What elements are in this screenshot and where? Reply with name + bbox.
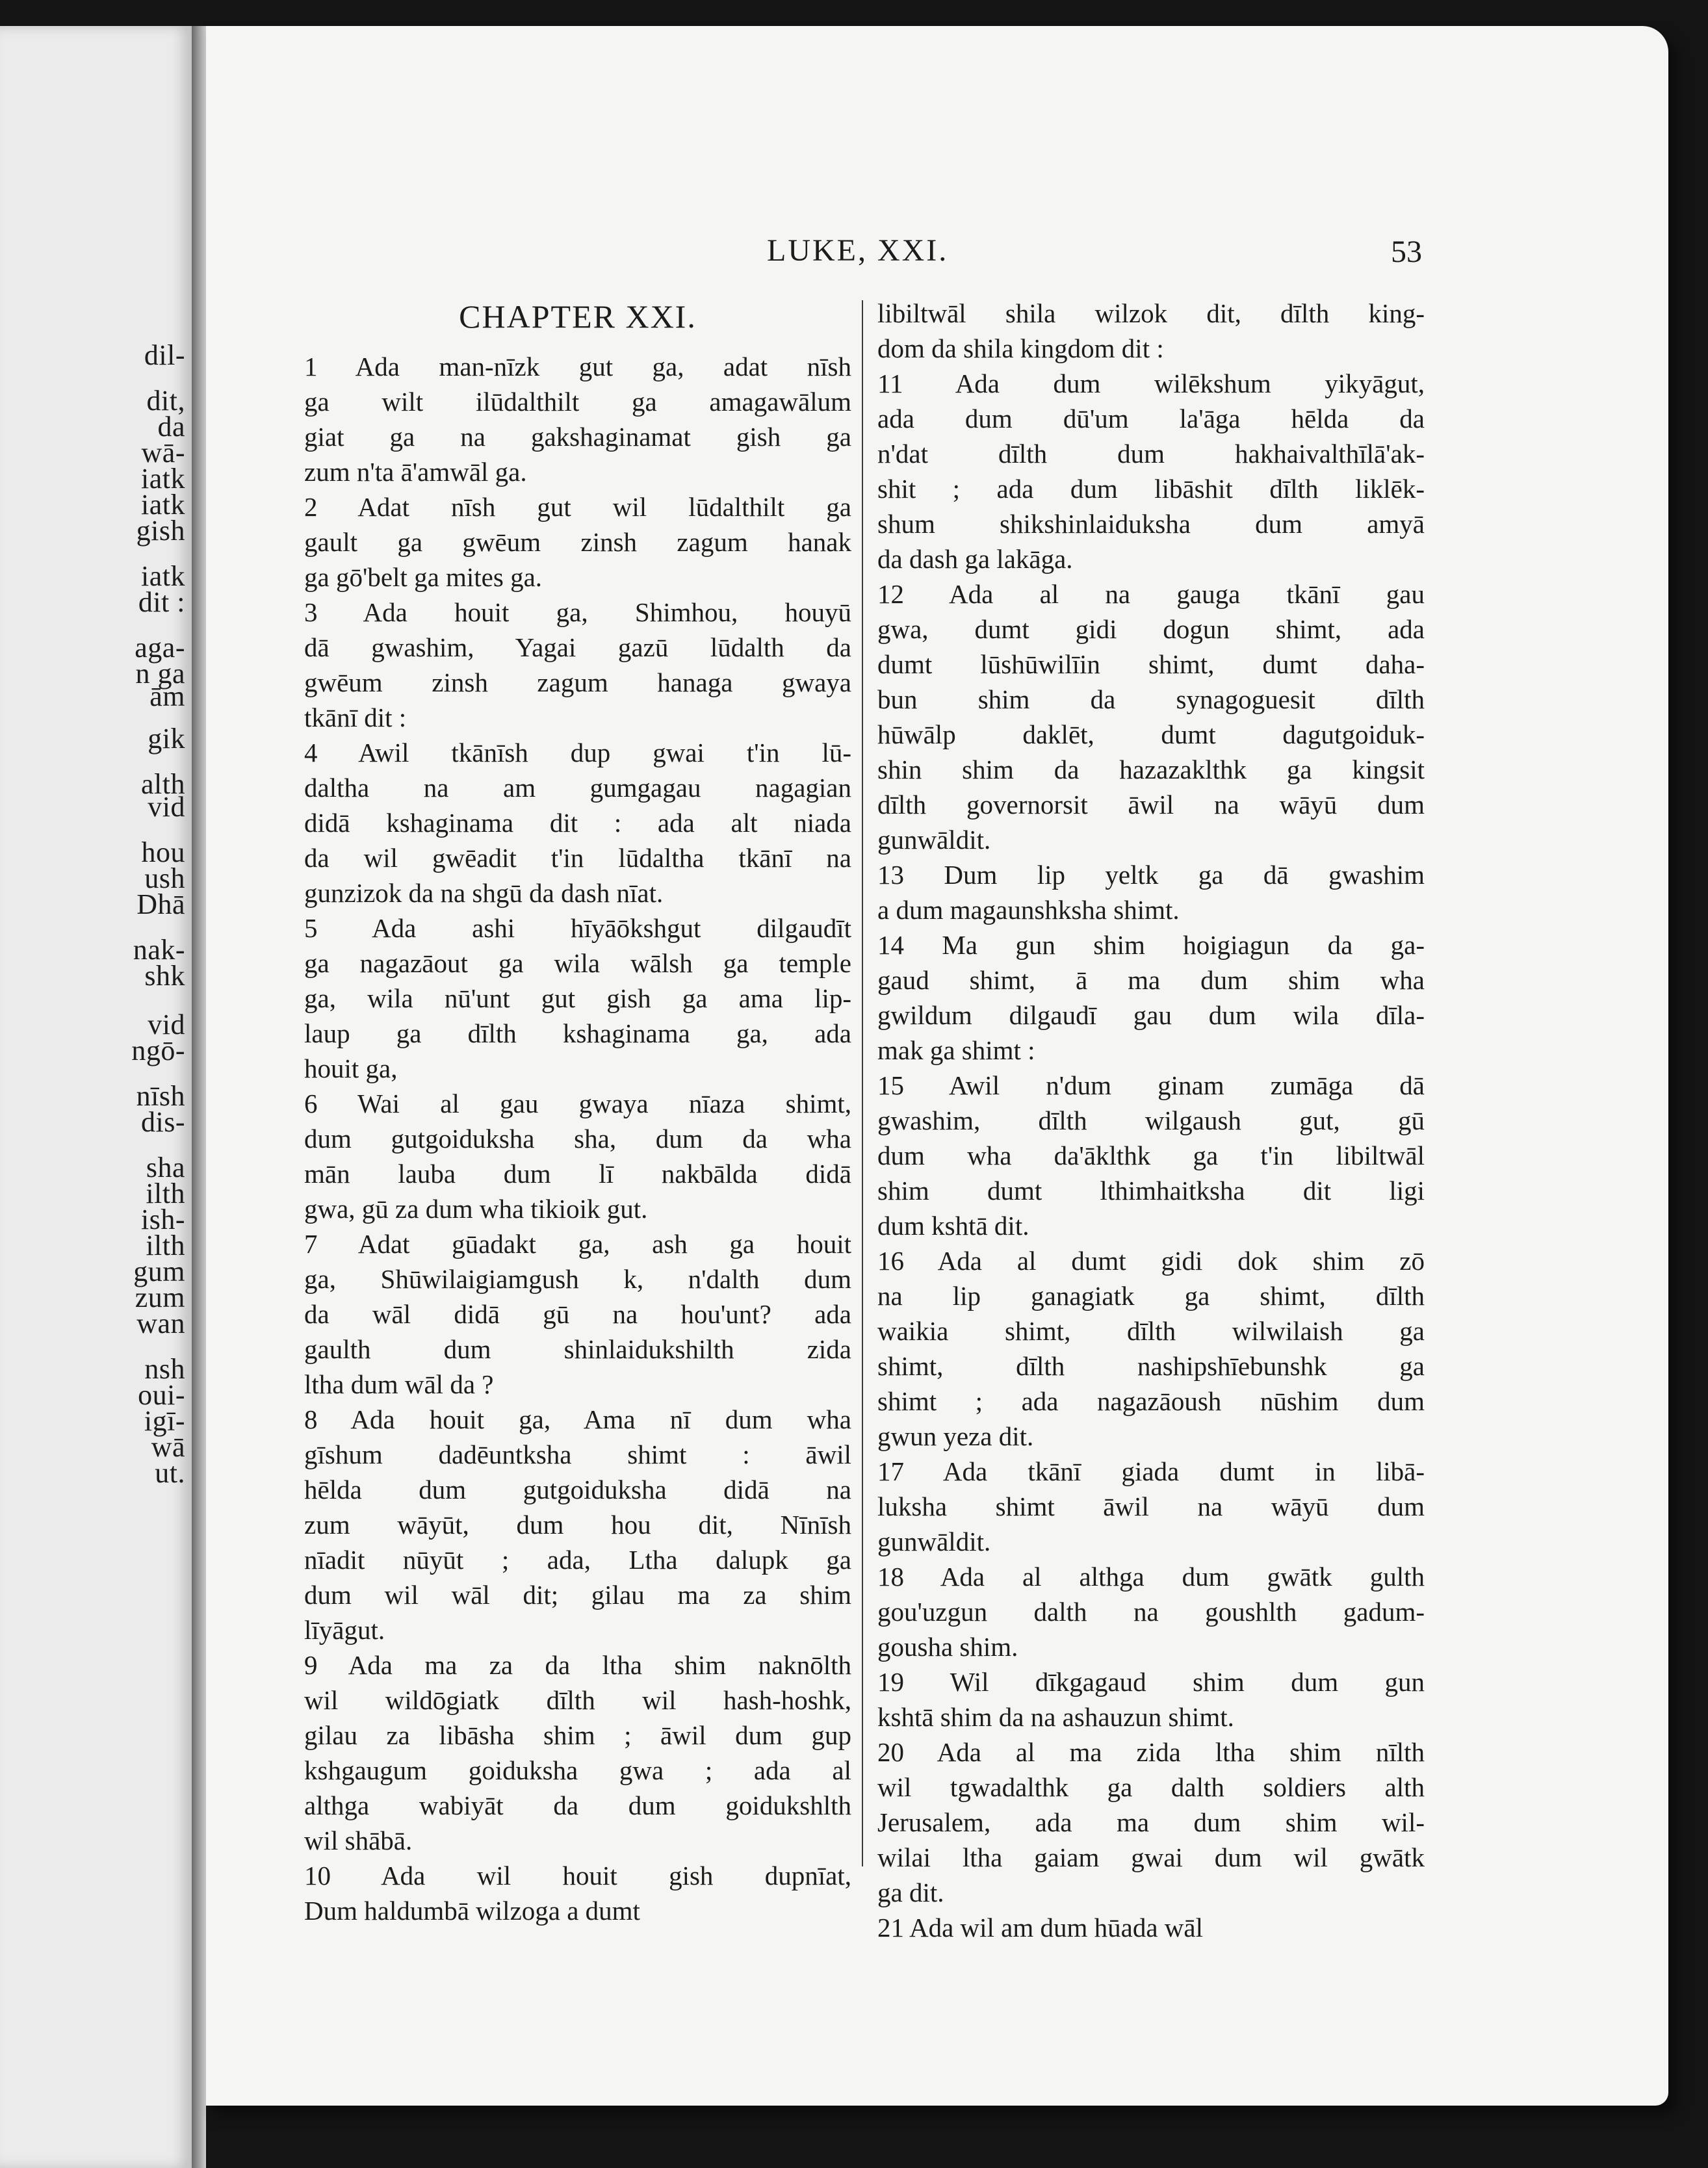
column-divider xyxy=(862,300,863,1866)
text-line: nīadit nūyūt ; ada, Ltha dalupk ga xyxy=(304,1545,851,1575)
text-line: luksha shimt āwil na wāyū dum xyxy=(877,1491,1425,1521)
text-line: ltha dum wāl da ? xyxy=(304,1369,494,1399)
text-line: 17 Ada tkānī giada dumt in libā- xyxy=(877,1456,1425,1486)
text-line: da wāl didā gū na hou'unt? ada xyxy=(304,1299,851,1329)
text-line: 12 Ada al na gauga tkānī gau xyxy=(877,579,1425,609)
previous-page-fragment: ām xyxy=(149,680,185,712)
previous-page-fragment: ush xyxy=(144,862,185,894)
text-line: 14 Ma gun shim hoigiagun da ga- xyxy=(877,930,1425,960)
text-line: shin shim da hazazaklthk ga kingsit xyxy=(877,755,1425,784)
previous-page-fragment: ilth xyxy=(146,1230,185,1261)
text-line: 1 Ada man-nīzk gut ga, adat nīsh xyxy=(304,352,851,381)
text-line: gwa, dumt gidi dogun shimt, ada xyxy=(877,614,1425,644)
previous-page xyxy=(0,26,192,2168)
text-line: wil shābā. xyxy=(304,1826,413,1855)
text-line: kshgaugum goiduksha gwa ; ada al xyxy=(304,1755,851,1785)
text-line: 16 Ada al dumt gidi dok shim zō xyxy=(877,1246,1425,1276)
previous-page-fragment: wā- xyxy=(141,437,185,469)
previous-page-fragment: dit : xyxy=(138,586,185,618)
text-line: hūwālp daklēt, dumt dagutgoiduk- xyxy=(877,719,1425,749)
text-line: ga gō'belt ga mites ga. xyxy=(304,562,543,592)
previous-page-fragment: iatk xyxy=(141,463,185,495)
text-line: shum shikshinlaiduksha dum amyā xyxy=(877,509,1425,539)
text-line: 10 Ada wil houit gish dupnīat, xyxy=(304,1861,851,1891)
text-line: dum wil wāl dit; gilau ma za shim xyxy=(304,1580,851,1610)
text-line: gault ga gwēum zinsh zagum hanak xyxy=(304,527,851,557)
text-line: tkānī dit : xyxy=(304,703,407,732)
previous-page-fragment: dil- xyxy=(144,339,185,371)
previous-page-fragment: dis- xyxy=(141,1106,185,1138)
text-line: 6 Wai al gau gwaya nīaza shimt, xyxy=(304,1089,851,1118)
text-line: 15 Awil n'dum ginam zumāga dā xyxy=(877,1070,1425,1100)
text-line: ga nagazāout ga wila wālsh ga temple xyxy=(304,948,851,978)
text-line: mak ga shimt : xyxy=(877,1035,1035,1065)
previous-page-fragment: wā xyxy=(151,1431,185,1463)
text-line: shimt ; ada nagazāoush nūshim dum xyxy=(877,1386,1425,1416)
text-line: gwildum dilgaudī gau dum wila dīla- xyxy=(877,1000,1425,1030)
previous-page-fragment: nsh xyxy=(144,1353,185,1385)
text-line: 13 Dum lip yeltk ga dā gwashim xyxy=(877,860,1425,890)
text-line: wil wildōgiatk dīlth wil hash-hoshk, xyxy=(304,1685,851,1715)
previous-page-fragment: hou xyxy=(141,836,185,868)
text-line: gunzizok da na shgū da dash nīat. xyxy=(304,878,664,908)
text-line: libiltwāl shila wilzok dit, dīlth king- xyxy=(877,298,1425,328)
previous-page-fragment: alth xyxy=(141,768,185,800)
text-line: dom da shila kingdom dit : xyxy=(877,333,1164,363)
running-title: LUKE, XXI. xyxy=(767,233,949,268)
text-line: gunwāldit. xyxy=(877,825,991,855)
previous-page-fragment: vid xyxy=(148,791,185,823)
text-line: Dum haldumbā wilzoga a dumt xyxy=(304,1896,640,1926)
text-line: dumt lūshūwilīin shimt, dumt daha- xyxy=(877,649,1425,679)
text-line: 19 Wil dīkgagaud shim dum gun xyxy=(877,1667,1425,1697)
previous-page-fragment: wan xyxy=(136,1308,185,1339)
text-line: 7 Adat gūadakt ga, ash ga houit xyxy=(304,1229,851,1259)
previous-page-fragment: oui- xyxy=(138,1379,185,1411)
previous-page-fragment: gum xyxy=(133,1256,185,1287)
previous-page-fragment: gik xyxy=(148,723,185,755)
text-line: didā kshaginama dit : ada alt niada xyxy=(304,808,851,838)
text-line: houit ga, xyxy=(304,1053,398,1083)
previous-page-fragment: iatk xyxy=(141,489,185,521)
text-line: 5 Ada ashi hīyāōkshgut dilgaudīt xyxy=(304,913,851,943)
text-line: gaud shimt, ā ma dum shim wha xyxy=(877,965,1425,995)
text-line: 21 Ada wil am dum hūada wāl xyxy=(877,1913,1204,1942)
previous-page-fragment: ilth xyxy=(146,1178,185,1209)
text-line: gwēum zinsh zagum hanaga gwaya xyxy=(304,667,851,697)
text-line: shim dumt lthimhaitksha dit ligi xyxy=(877,1176,1425,1206)
text-line: 11 Ada dum wilēkshum yikyāgut, xyxy=(877,368,1425,398)
previous-page-fragment: iatk xyxy=(141,560,185,592)
previous-page-fragment: da xyxy=(157,411,185,443)
previous-page-fragment: gish xyxy=(136,515,185,547)
text-line: gwa, gū za dum wha tikioik gut. xyxy=(304,1194,648,1224)
text-line: gwashim, dīlth wilgaush gut, gū xyxy=(877,1105,1425,1135)
text-line: dum gutgoiduksha sha, dum da wha xyxy=(304,1124,851,1154)
text-line: mān lauba dum lī nakbālda didā xyxy=(304,1159,851,1189)
text-line: gilau za libāsha shim ; āwil dum gup xyxy=(304,1720,851,1750)
text-line: bun shim da synagoguesit dīlth xyxy=(877,684,1425,714)
previous-page-fragment: aga- xyxy=(135,632,185,664)
text-line: shit ; ada dum libāshit dīlth liklēk- xyxy=(877,474,1425,504)
text-line: laup ga dīlth kshaginama ga, ada xyxy=(304,1018,851,1048)
text-line: 18 Ada al althga dum gwātk gulth xyxy=(877,1562,1425,1592)
text-line: gwun yeza dit. xyxy=(877,1421,1034,1451)
text-line: zum n'ta ā'amwāl ga. xyxy=(304,457,527,487)
text-line: giat ga na gakshaginamat gish ga xyxy=(304,422,851,452)
text-line: gīshum dadēuntksha shimt : āwil xyxy=(304,1439,851,1469)
text-line: da wil gwēadit t'in lūdaltha tkānī na xyxy=(304,843,851,873)
text-line: 4 Awil tkānīsh dup gwai t'in lū- xyxy=(304,738,851,768)
text-line: Jerusalem, ada ma dum shim wil- xyxy=(877,1807,1425,1837)
previous-page-fragment: zum xyxy=(135,1282,185,1313)
text-line: wil tgwadalthk ga dalth soldiers alth xyxy=(877,1772,1425,1802)
book-gutter xyxy=(192,26,206,2168)
text-line: 8 Ada houit ga, Ama nī dum wha xyxy=(304,1404,851,1434)
text-line: 9 Ada ma za da ltha shim naknōlth xyxy=(304,1650,851,1680)
chapter-heading: CHAPTER XXI. xyxy=(459,298,697,335)
text-line: gaulth dum shinlaidukshilth zida xyxy=(304,1334,851,1364)
text-line: 2 Adat nīsh gut wil lūdalthilt ga xyxy=(304,492,851,522)
text-line: gousha shim. xyxy=(877,1632,1018,1662)
text-line: hēlda dum gutgoiduksha didā na xyxy=(304,1475,851,1504)
text-line: kshtā shim da na ashauzun shimt. xyxy=(877,1702,1234,1732)
text-line: dum wha da'āklthk ga t'in libiltwāl xyxy=(877,1141,1425,1170)
previous-page-fragment: vid xyxy=(148,1009,185,1040)
previous-page-fragment: ish- xyxy=(141,1204,185,1235)
text-line: dā gwashim, Yagai gazū lūdalth da xyxy=(304,632,851,662)
text-line: ada dum dū'um la'āga hēlda da xyxy=(877,404,1425,433)
text-line: 3 Ada houit ga, Shimhou, houyū xyxy=(304,597,851,627)
text-line: wilai ltha gaiam gwai dum wil gwātk xyxy=(877,1842,1425,1872)
previous-page-fragment: ngō- xyxy=(131,1035,185,1066)
text-line: n'dat dīlth dum hakhaivalthīlā'ak- xyxy=(877,439,1425,469)
text-line: gou'uzgun dalth na goushlth gadum- xyxy=(877,1597,1425,1627)
page-number: 53 xyxy=(1391,235,1422,269)
text-line: gunwāldit. xyxy=(877,1527,991,1556)
previous-page-fragment: sha xyxy=(146,1152,185,1183)
text-line: 20 Ada al ma zida ltha shim nīlth xyxy=(877,1737,1425,1767)
text-line: ga, wila nū'unt gut gish ga ama lip- xyxy=(304,983,851,1013)
text-line: na lip ganagiatk ga shimt, dīlth xyxy=(877,1281,1425,1311)
text-line: shimt, dīlth nashipshīebunshk ga xyxy=(877,1351,1425,1381)
previous-page-fragment: n ga xyxy=(135,658,185,690)
text-line: zum wāyūt, dum hou dit, Nīnīsh xyxy=(304,1510,851,1540)
previous-page-fragment: dit, xyxy=(146,385,185,417)
text-line: a dum magaunshksha shimt. xyxy=(877,895,1180,925)
previous-page-fragment: shk xyxy=(144,960,185,992)
previous-page-fragment: igī- xyxy=(144,1405,185,1437)
right-column xyxy=(877,296,1425,1945)
text-line: dum kshtā dit. xyxy=(877,1211,1029,1241)
text-line: daltha na am gumgagau nagagian xyxy=(304,773,851,803)
text-line: waikia shimt, dīlth wilwilaish ga xyxy=(877,1316,1425,1346)
previous-page-fragment: Dhā xyxy=(136,888,185,920)
text-line: ga dit. xyxy=(877,1878,944,1907)
text-line: līyāgut. xyxy=(304,1615,385,1645)
text-line: althga wabiyāt da dum goidukshlth xyxy=(304,1790,851,1820)
left-column xyxy=(304,296,851,1928)
text-line: ga wilt ilūdalthilt ga amagawālum xyxy=(304,387,851,417)
previous-page-fragment: ut. xyxy=(155,1457,185,1489)
previous-page-fragment: nak- xyxy=(133,934,185,966)
previous-page-fragment: nīsh xyxy=(136,1080,185,1112)
text-line: dīlth governorsit āwil na wāyū dum xyxy=(877,790,1425,819)
text-line: ga, Shūwilaigiamgush k, n'dalth dum xyxy=(304,1264,851,1294)
text-line: da dash ga lakāga. xyxy=(877,544,1073,574)
